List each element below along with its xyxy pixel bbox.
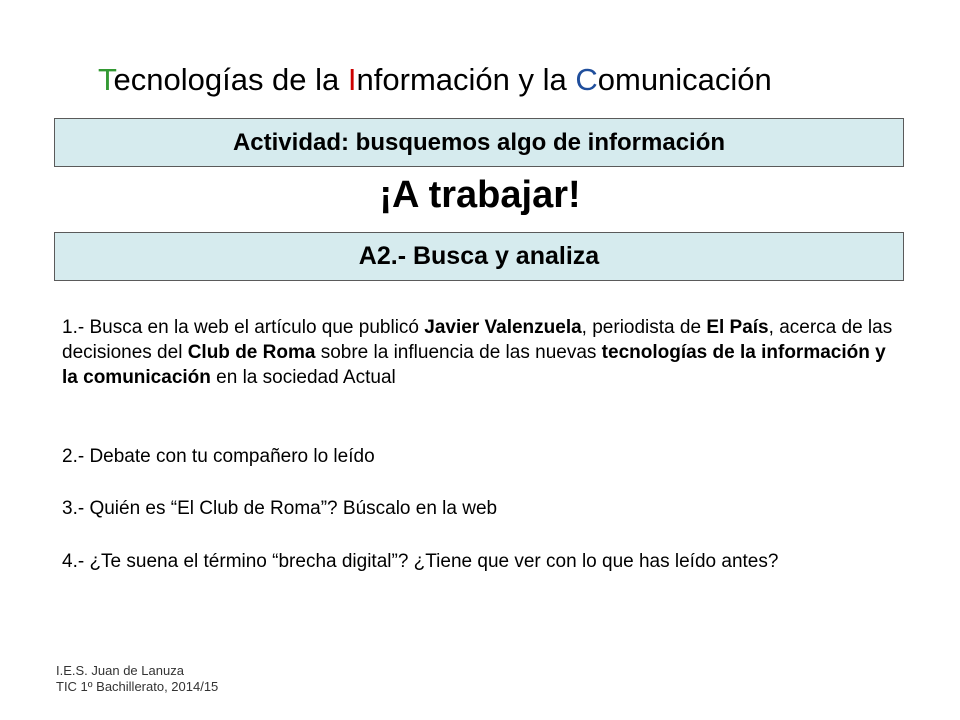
item-1-bold-author: Javier Valenzuela [424, 317, 582, 338]
item-1-bold-newspaper: El País [706, 317, 769, 338]
slide-title [98, 60, 928, 100]
title-initial-t: T [98, 62, 114, 97]
item-1-bold-club: Club de Roma [187, 342, 316, 363]
item-1-bold-tic: tecnologías de la información y la comunicación [62, 342, 886, 388]
title-initial-c: C [575, 62, 598, 97]
footer-school: I.E.S. Juan de Lanuza [56, 663, 184, 678]
item-1-text-c: , acerca de las decisiones del [62, 317, 893, 363]
item-1-text-a: 1.- Busca en la web el artículo que publicó [62, 317, 425, 338]
item-1-text-d: sobre la influencia de las nuevas [315, 342, 602, 363]
title-initial-i: I [347, 62, 357, 97]
headline: ¡A trabajar! [379, 174, 581, 216]
title-segment-2: nformación y la [356, 62, 576, 97]
item-1-text-b: , periodista de [581, 317, 707, 338]
footer-course: TIC 1º Bachillerato, 2014/15 [56, 679, 219, 694]
task-band: A2.- Busca y analiza [54, 232, 904, 281]
title-segment-1: ecnologías de la [113, 62, 348, 97]
item-1-text-e: en la sociedad Actual [210, 367, 396, 388]
title-segment-3: omunicación [597, 62, 772, 97]
task-item-3: 3.- Quién es “El Club de Roma”? Búscalo en la web [62, 498, 498, 519]
task-item-2: 2.- Debate con tu compañero lo leído [62, 446, 375, 467]
task-item-4: 4.- ¿Te suena el término “brecha digital”? ¿Tiene que ver con lo que has leído antes? [62, 551, 779, 572]
footer [56, 663, 218, 695]
activity-band: Actividad: busquemos algo de información [54, 118, 904, 167]
task-item-1 [62, 315, 900, 390]
